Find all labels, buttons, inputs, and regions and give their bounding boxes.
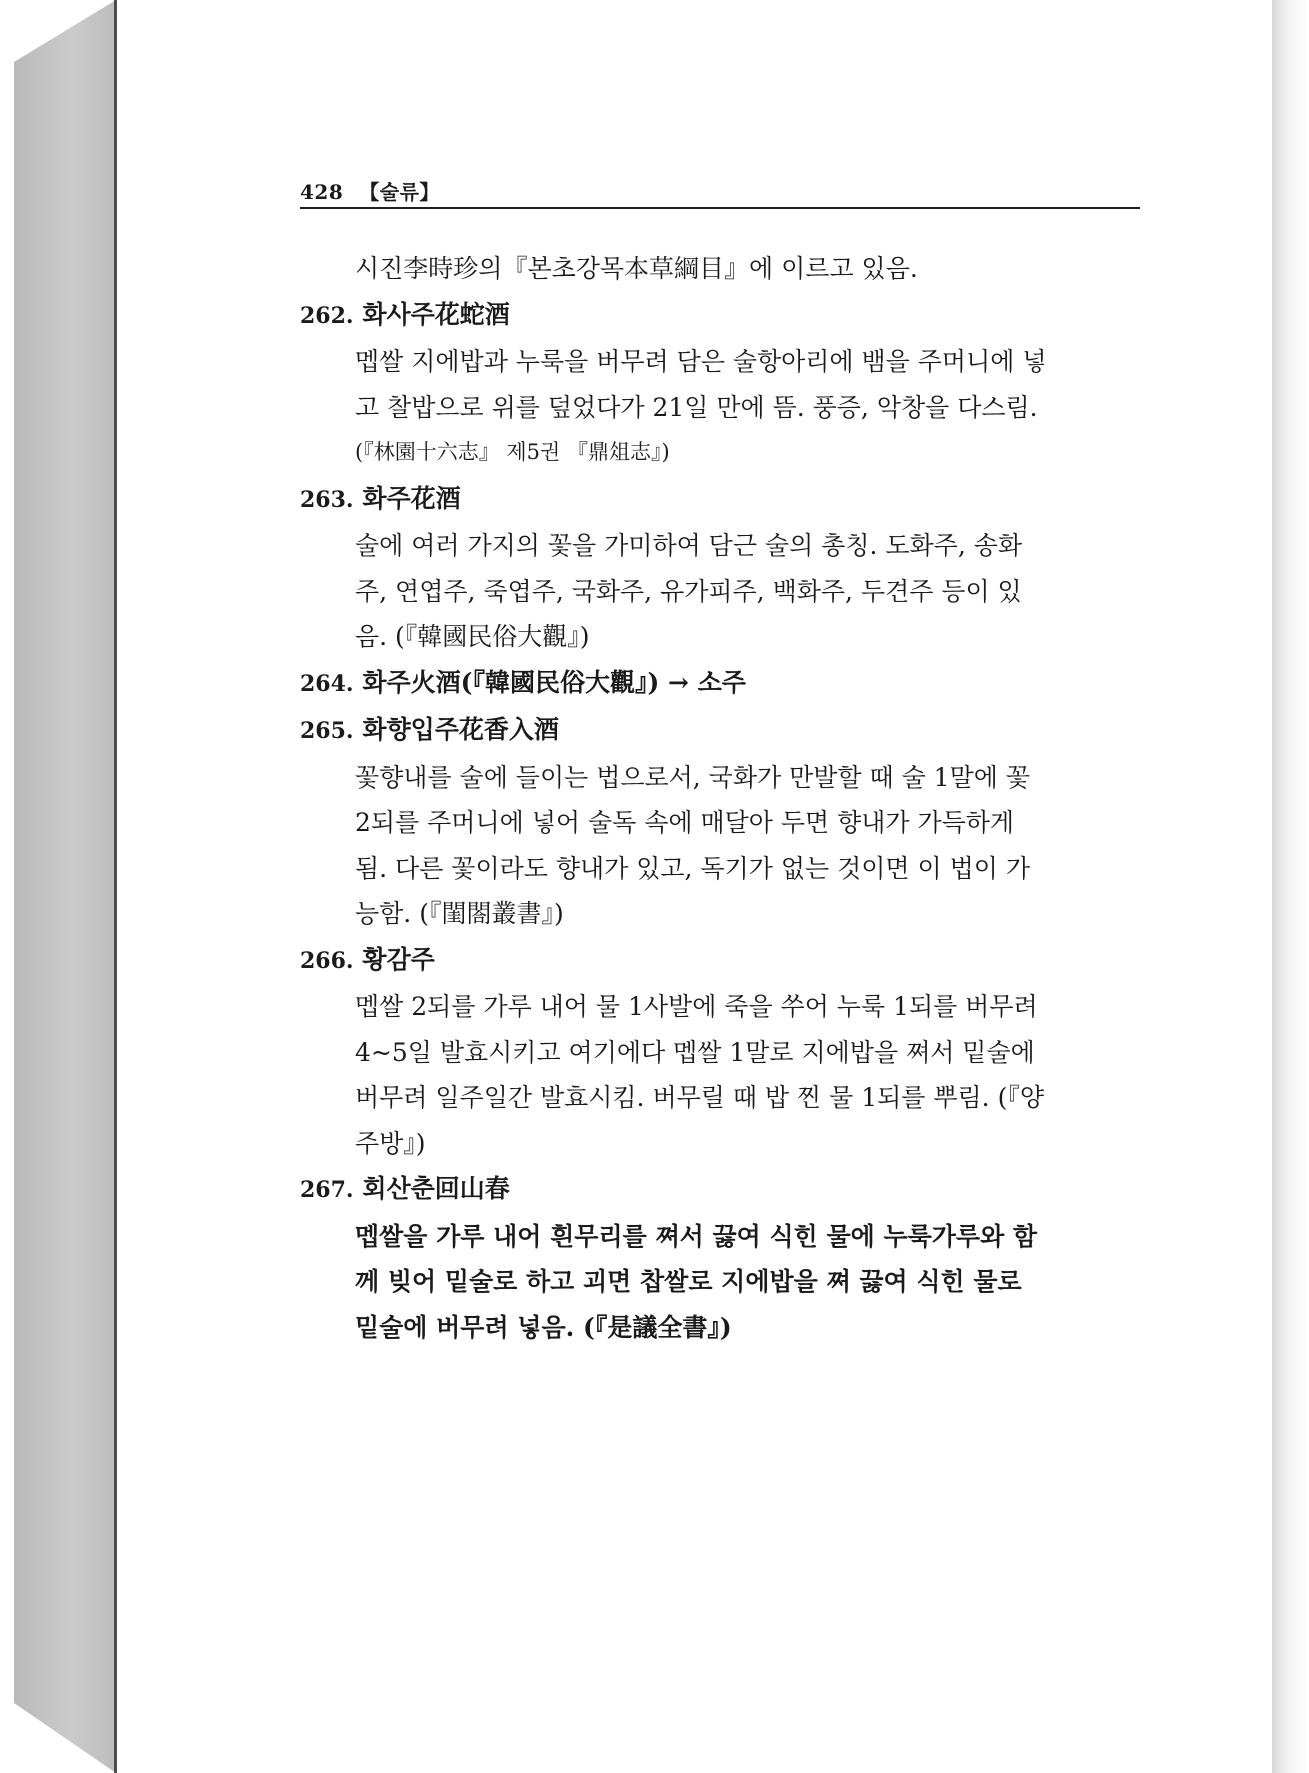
entry-line: 주방』) <box>355 1128 426 1158</box>
entry-title: 화주花酒 <box>362 483 461 513</box>
entry-line: 께 빚어 밑술로 하고 괴면 찹쌀로 지에밥을 쪄 끓여 식힌 물로 <box>355 1267 1022 1296</box>
entry-number: 267. <box>300 1177 354 1203</box>
entry-line: 밑술에 버무려 넣음. (『是議全書』) <box>355 1312 732 1342</box>
entry-heading <box>300 476 1142 524</box>
entry-number: 263. <box>300 486 354 513</box>
entry-heading <box>300 937 1142 985</box>
entry-title: 회산춘回山春 <box>362 1174 510 1203</box>
entry-title: 화향입주花香入酒 <box>362 715 559 744</box>
entry-heading <box>300 292 1142 340</box>
entry-number: 262. <box>300 302 354 329</box>
running-header <box>300 176 1140 205</box>
entry-line: 4~5일 발효시키고 여기에다 멥쌀 1말로 지에밥을 쪄서 밑술에 <box>355 1037 1035 1067</box>
page-edge-shadow <box>1272 0 1309 1773</box>
entry-line: 음. (『韓國民俗大觀』) <box>355 622 590 651</box>
entry-line: 주, 연엽주, 죽엽주, 국화주, 유가피주, 백화주, 두견주 등이 있 <box>355 576 1022 606</box>
page-number: 428 <box>300 180 344 204</box>
entry-title: 화사주花蛇酒 <box>362 299 510 329</box>
entry-line: 꽃향내를 술에 들이는 법으로서, 국화가 만발할 때 술 1말에 꽃 <box>355 762 1030 792</box>
page-body <box>300 246 1142 1350</box>
entry-title: 화주火酒(『韓國民俗大觀』) → 소주 <box>362 667 746 697</box>
section-title: 【술류】 <box>359 180 440 204</box>
book-spine <box>14 0 116 1773</box>
entry-line: 멥쌀을 가루 내어 흰무리를 쪄서 끓여 식힌 물에 누룩가루와 함 <box>355 1221 1038 1251</box>
entry-source: (『林園十六志』 제5권 『鼎俎志』) <box>355 440 670 464</box>
entry-number: 264. <box>300 670 354 697</box>
entry-line: 술에 여러 가지의 꽃을 가미하여 담근 술의 총칭. 도화주, 송화 <box>355 531 1023 560</box>
lead-line: 시진李時珍의『본초강목本草綱目』에 이르고 있음. <box>355 254 918 283</box>
entry-line: 멥쌀 2되를 가루 내어 물 1사발에 죽을 쑤어 누룩 1되를 버무려 <box>355 992 1038 1021</box>
entry-heading <box>300 707 1142 755</box>
entry-line: 능함. (『閨閤叢書』) <box>355 899 564 928</box>
entry-number: 266. <box>300 947 354 974</box>
entry-line: 됨. 다른 꽃이라도 향내가 있고, 독기가 없는 것이면 이 법이 가 <box>355 853 1030 883</box>
entry-line: 고 찰밥으로 위를 덮었다가 21일 만에 뜸. 풍증, 악창을 다스림. <box>355 392 1038 422</box>
entry-title: 황감주 <box>362 944 435 974</box>
entry-line: 2되를 주머니에 넣어 술독 속에 매달아 두면 향내가 가득하게 <box>355 808 1015 837</box>
entry-line: 버무려 일주일간 발효시킴. 버무릴 때 밥 찐 물 1되를 뿌림. (『양 <box>355 1083 1044 1112</box>
entry-line: 멥쌀 지에밥과 누룩을 버무려 담은 술항아리에 뱀을 주머니에 넣 <box>355 347 1047 376</box>
header-rule <box>300 207 1140 209</box>
entry-heading <box>300 660 1142 708</box>
entry-heading <box>300 1166 1142 1214</box>
entry-number: 265. <box>300 718 354 744</box>
